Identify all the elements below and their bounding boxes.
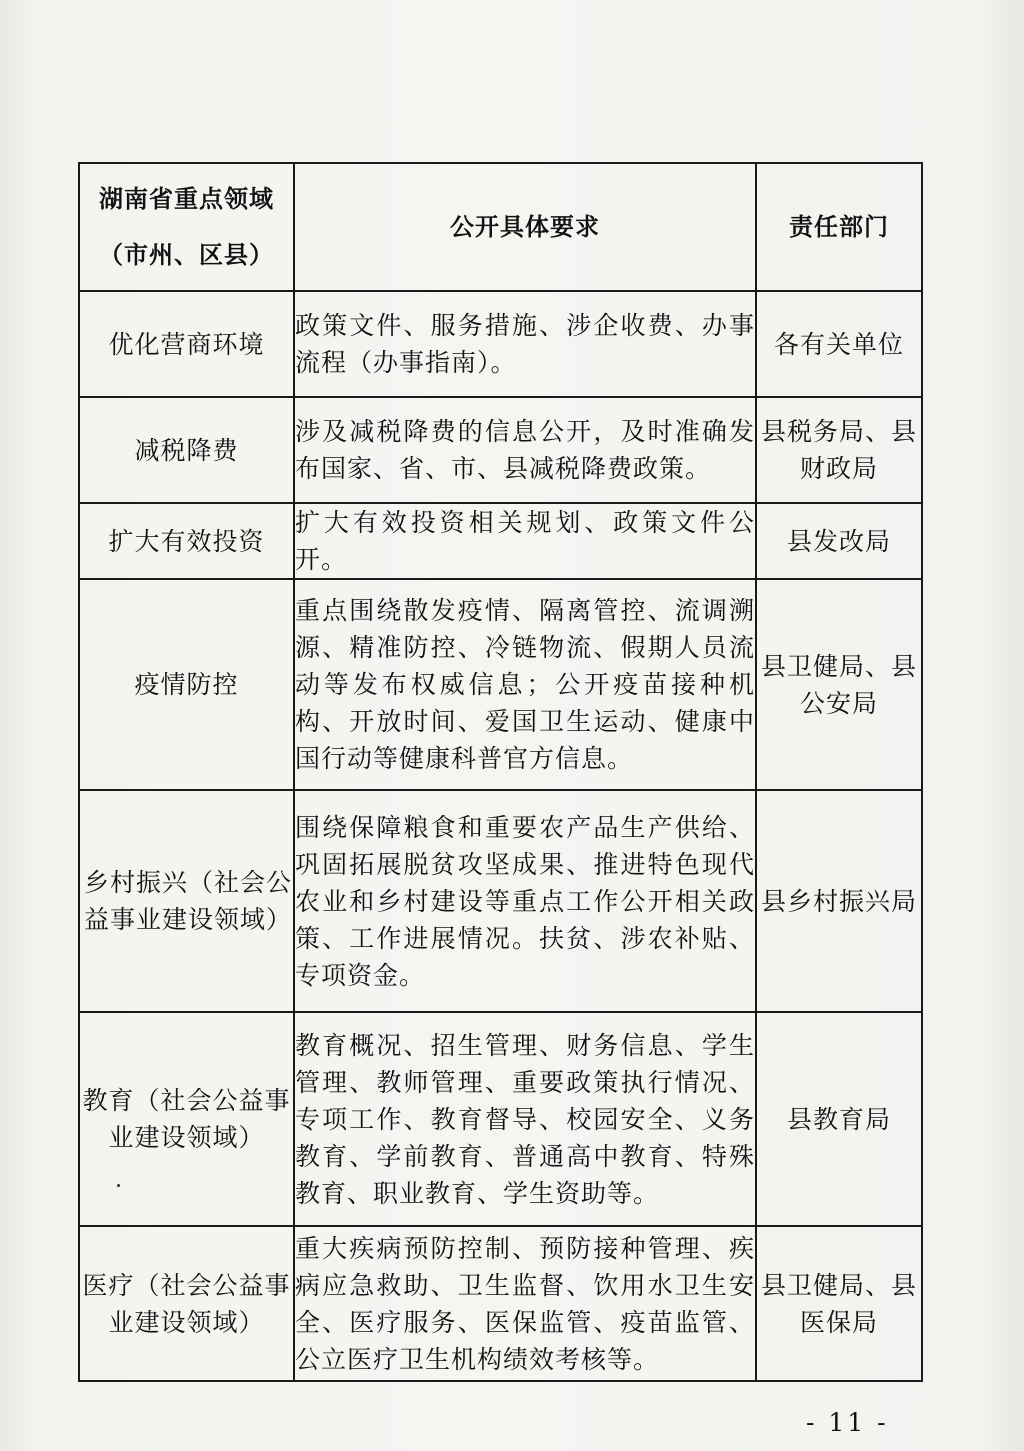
department-cell: 县卫健局、县公安局 [756,579,922,790]
disclosure-table [78,162,923,1382]
department-cell: 县乡村振兴局 [756,790,922,1012]
area-cell: 减税降费 [79,397,294,503]
requirement-cell: 涉及减税降费的信息公开，及时准确发布国家、省、市、县减税降费政策。 [294,397,756,503]
area-cell: 教育（社会公益事业建设领域） [79,1012,294,1226]
header-area-line2: （市州、区县） [99,241,274,269]
table-row [79,1012,922,1226]
table-row [79,1226,922,1381]
table-row [79,397,922,503]
department-cell: 县卫健局、县医保局 [756,1226,922,1381]
department-cell: 县教育局 [756,1012,922,1226]
area-cell: 疫情防控 [79,579,294,790]
requirement-cell: 教育概况、招生管理、财务信息、学生管理、教师管理、重要政策执行情况、专项工作、教育督导、校园安全、义务教育、学前教育、普通高中教育、特殊教育、职业教育、学生资助等。 [294,1012,756,1226]
table-header-row [79,163,922,291]
header-area-line1: 湖南省重点领域 [99,185,274,213]
table-row [79,291,922,397]
requirement-cell: 重大疾病预防控制、预防接种管理、疾病应急救助、卫生监督、饮用水卫生安全、医疗服务、医保监管、疫苗监管、公立医疗卫生机构绩效考核等。 [294,1226,756,1381]
stray-dot-mark [117,1184,120,1187]
header-requirement: 公开具体要求 [294,163,756,291]
area-cell: 乡村振兴（社会公益事业建设领域） [79,790,294,1012]
requirement-cell: 重点围绕散发疫情、隔离管控、流调溯源、精准防控、冷链物流、假期人员流动等发布权威信息；公开疫苗接种机构、开放时间、爱国卫生运动、健康中国行动等健康科普官方信息。 [294,579,756,790]
department-cell: 县税务局、县财政局 [756,397,922,503]
area-cell: 优化营商环境 [79,291,294,397]
area-cell: 医疗（社会公益事业建设领域） [79,1226,294,1381]
table-row [79,790,922,1012]
table-row [79,579,922,790]
requirement-cell: 扩大有效投资相关规划、政策文件公开。 [294,503,756,579]
department-cell: 县发改局 [756,503,922,579]
area-cell: 扩大有效投资 [79,503,294,579]
table-row [79,503,922,579]
requirement-cell: 政策文件、服务措施、涉企收费、办事流程（办事指南）。 [294,291,756,397]
header-area [79,163,294,291]
page-number: - 11 - [806,1408,889,1437]
header-department: 责任部门 [756,163,922,291]
department-cell: 各有关单位 [756,291,922,397]
requirement-cell: 围绕保障粮食和重要农产品生产供给、巩固拓展脱贫攻坚成果、推进特色现代农业和乡村建设等重点工作公开相关政策、工作进展情况。扶贫、涉农补贴、专项资金。 [294,790,756,1012]
